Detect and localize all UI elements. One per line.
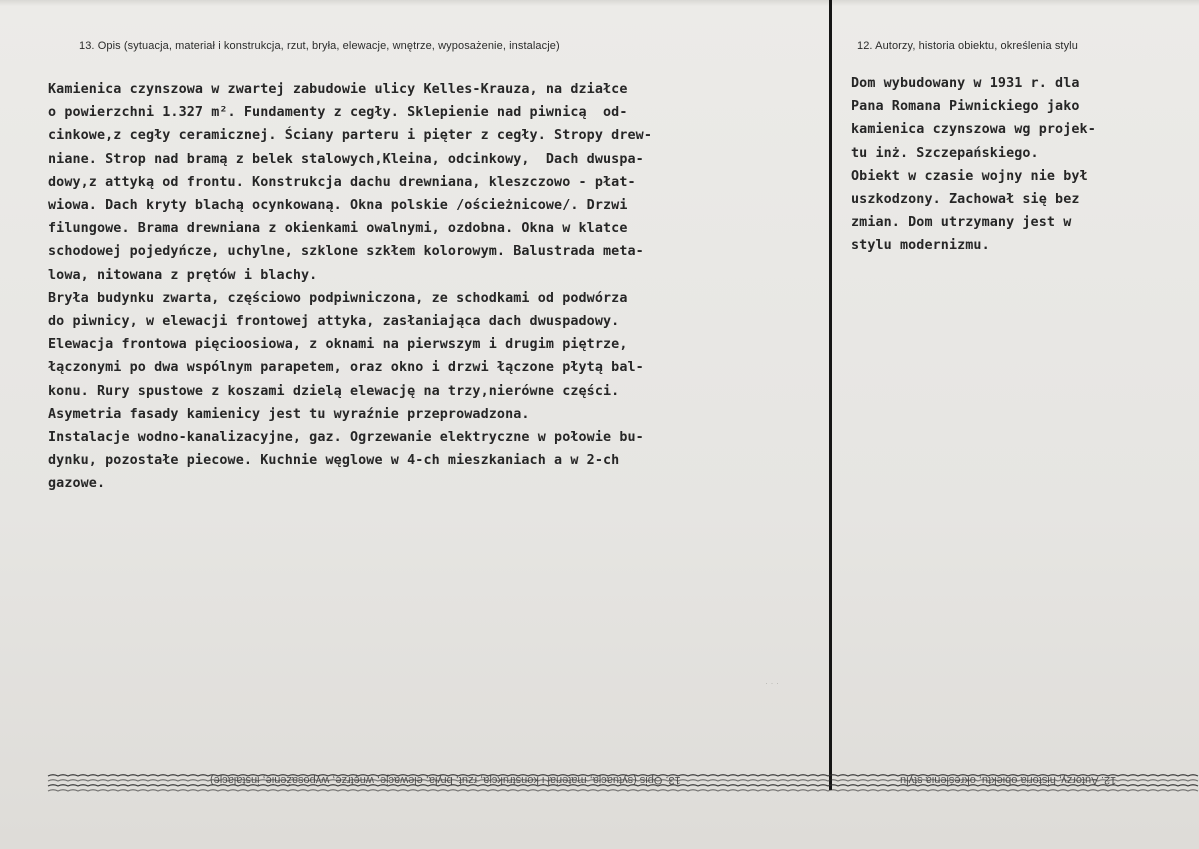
faint-stamp-mark: · · · bbox=[765, 678, 779, 688]
history-line: zmian. Dom utrzymany jest w bbox=[851, 215, 1072, 231]
authors-section-header: 12. Autorzy, historia obiektu, określenia stylu bbox=[857, 40, 1078, 52]
description-line: filungowe. Brama drewniana z okienkami owalnymi, ozdobna. Okna w klatce bbox=[48, 221, 628, 237]
description-line: schodowej pojedyńcze, uchylne, szklone szkłem kolorowym. Balustrada meta- bbox=[48, 244, 644, 260]
wave-line bbox=[48, 790, 1198, 791]
description-line: do piwnicy, w elewacji frontowej attyka, zasłaniająca dach dwuspadowy. bbox=[48, 314, 620, 330]
description-line: dynku, pozostałe piecowe. Kuchnie węglowe w 4-ch mieszkaniach a w 2-ch bbox=[48, 453, 620, 469]
mirrored-authors-header: 12. Autorzy, historia obiektu, określenia stylu bbox=[900, 774, 1117, 786]
description-line: Elewacja frontowa pięcioosiowa, z oknami na pierwszym i drugim piętrze, bbox=[48, 337, 628, 353]
description-line: cinkowe,z cegły ceramicznej. Ściany parteru i pięter z cegły. Stropy drew- bbox=[48, 128, 652, 144]
description-line: Instalacje wodno-kanalizacyjne, gaz. Ogrzewanie elektryczne w połowie bu- bbox=[48, 430, 644, 446]
description-text-block bbox=[48, 78, 823, 496]
description-line: konu. Rury spustowe z koszami dzielą elewację na trzy,nierówne części. bbox=[48, 383, 620, 399]
description-line: dowy,z attyką od frontu. Konstrukcja dachu drewniana, kleszczowo - płat- bbox=[48, 174, 636, 190]
history-line: Obiekt w czasie wojny nie był bbox=[851, 168, 1088, 184]
description-line: o powierzchni 1.327 m². Fundamenty z cegły. Sklepienie nad piwnicą od- bbox=[48, 105, 628, 121]
history-line: kamienica czynszowa wg projek- bbox=[851, 122, 1096, 138]
history-line: tu inż. Szczepańskiego. bbox=[851, 145, 1039, 161]
history-text-block bbox=[851, 72, 1171, 258]
description-line: Asymetria fasady kamienicy jest tu wyraźnie przeprowadzona. bbox=[48, 406, 530, 422]
history-line: Pana Romana Piwnickiego jako bbox=[851, 99, 1080, 115]
history-line: uszkodzony. Zachował się bez bbox=[851, 192, 1080, 208]
description-section-header: 13. Opis (sytuacja, materiał i konstrukcja, rzut, bryła, elewacje, wnętrze, wyposażenie, instalacje) bbox=[79, 40, 560, 52]
description-line: wiowa. Dach kryty blachą ocynkowaną. Okna polskie /ościeżnicowe/. Drzwi bbox=[48, 198, 628, 214]
description-line: Kamienica czynszowa w zwartej zabudowie ulicy Kelles-Krauza, na działce bbox=[48, 82, 628, 97]
history-line: stylu modernizmu. bbox=[851, 238, 990, 254]
description-line: lowa, nitowana z prętów i blachy. bbox=[48, 267, 318, 283]
paper-edge bbox=[0, 0, 1199, 6]
mirrored-description-header: 13. Opis (sytuacja, materiał i konstrukcja, rzut, bryła, elewacje, wnętrze, wyposażenie, instalacje) bbox=[210, 774, 681, 786]
description-line: Bryła budynku zwarta, częściowo podpiwniczona, ze schodkami od podwórza bbox=[48, 290, 628, 306]
description-line: niane. Strop nad bramą z belek stalowych,Kleina, odcinkowy, Dach dwuspa- bbox=[48, 151, 644, 167]
description-line: gazowe. bbox=[48, 476, 106, 492]
history-line: Dom wybudowany w 1931 r. dla bbox=[851, 76, 1080, 91]
description-line: łączonymi po dwa wspólnym parapetem, oraz okno i drzwi łączone płytą bal- bbox=[48, 360, 644, 376]
column-divider bbox=[829, 0, 832, 790]
